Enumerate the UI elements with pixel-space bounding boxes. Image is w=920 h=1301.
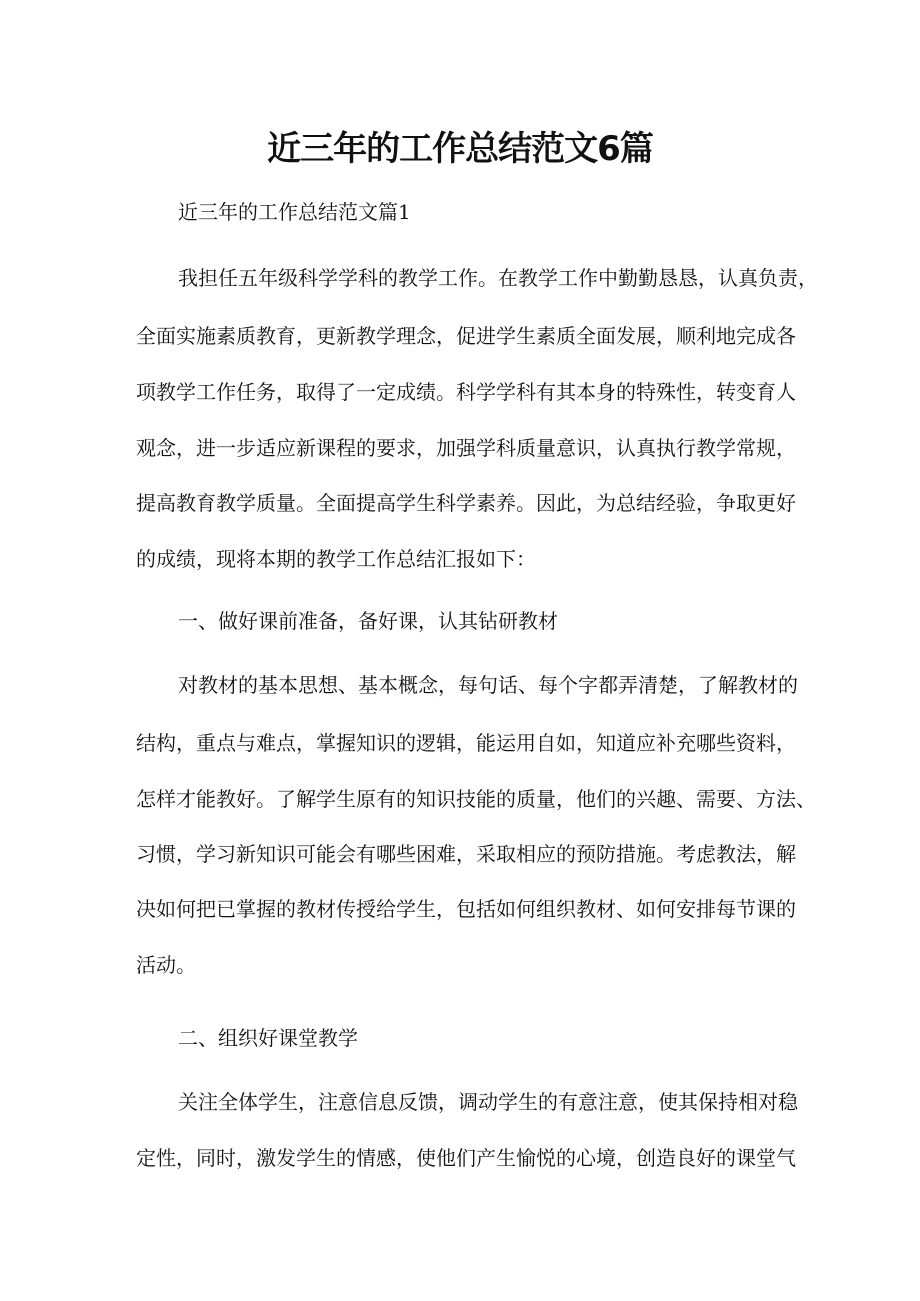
paragraph-line: 的成绩，现将本期的教学工作总结汇报如下： [136,547,536,571]
paragraph-line: 决如何把已掌握的教材传授给学生，包括如何组织教材、如何安排每节课的 [136,897,796,921]
paragraph-line: 活动。 [136,953,196,977]
paragraph-line: 项教学工作任务，取得了一定成绩。科学学科有其本身的特殊性，转变育人 [136,380,796,404]
paragraph-line: 对教材的基本思想、基本概念，每句话、每个字都弄清楚，了解教材的 [178,673,798,697]
section-heading-1: 一、做好课前准备，备好课，认其钻研教材 [178,609,558,633]
paragraph-line: 我担任五年级科学学科的教学工作。在教学工作中勤勤恳恳，认真负责， [178,266,818,290]
paragraph-line: 习惯，学习新知识可能会有哪些困难，采取相应的预防措施。考虑教法，解 [136,842,796,866]
paragraph-line: 定性，同时，激发学生的情感，使他们产生愉悦的心境，创造良好的课堂气 [136,1146,796,1170]
section-heading-2: 二、组织好课堂教学 [178,1026,358,1050]
paragraph-line: 关注全体学生，注意信息反馈，调动学生的有意注意，使其保持相对稳 [178,1090,798,1114]
paragraph-line: 全面实施素质教育，更新教学理念，促进学生素质全面发展，顺利地完成各 [136,324,796,348]
paragraph-line: 怎样才能教好。了解学生原有的知识技能的质量，他们的兴趣、需要、方法、 [136,787,816,811]
paragraph-line: 观念，进一步适应新课程的要求，加强学科质量意识，认真执行教学常规， [136,436,796,460]
document-title: 近三年的工作总结范文6篇 [267,129,653,169]
article-subtitle: 近三年的工作总结范文篇1 [178,200,411,224]
paragraph-line: 提高教育教学质量。全面提高学生科学素养。因此，为总结经验，争取更好 [136,491,796,515]
paragraph-line: 结构，重点与难点，掌握知识的逻辑，能运用自如，知道应补充哪些资料， [136,731,796,755]
